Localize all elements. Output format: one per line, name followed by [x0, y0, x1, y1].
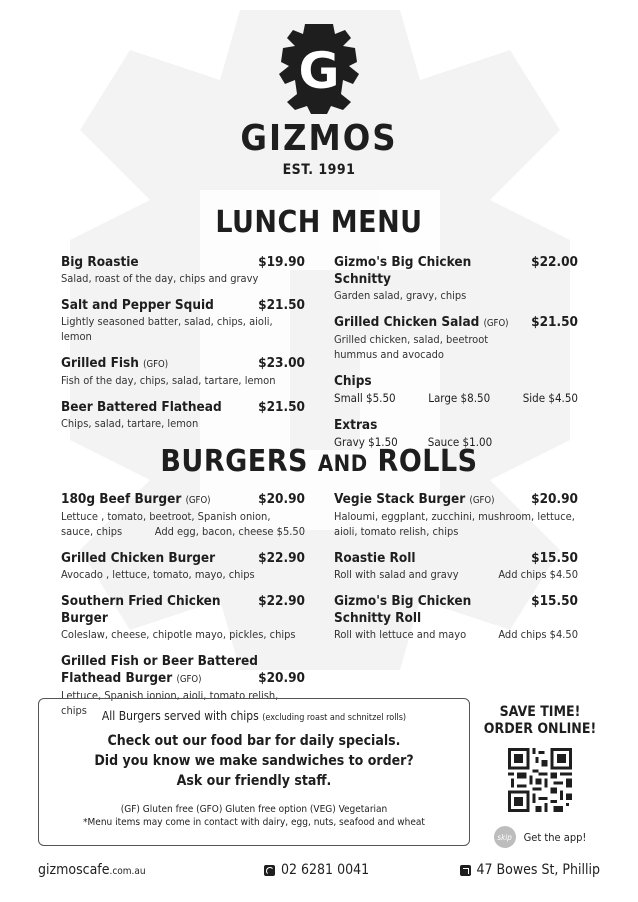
item-name: Vegie Stack Burger [334, 491, 466, 507]
logo-block [0, 22, 638, 178]
item-description: Coleslaw, cheese, chipotle mayo, pickles, chips [61, 628, 296, 641]
item-name: Roastie Roll [334, 550, 416, 566]
item-tag: (GFO) [176, 674, 202, 685]
item-tag: (GFO) [185, 495, 211, 506]
item-tag: (GFO) [469, 495, 495, 506]
menu-item [61, 491, 305, 539]
item-description: Roll with salad and gravy [334, 568, 459, 581]
menu-item [334, 593, 578, 642]
menu-item [61, 550, 305, 582]
menu-item [61, 355, 305, 388]
menu-item [334, 550, 578, 582]
item-name-line1: Grilled Fish or Beer Battered [61, 653, 258, 669]
section-title-burgers: BURGERS AND ROLLS [160, 444, 478, 479]
chips-small: Small $5.50 [334, 391, 396, 405]
menu-item [61, 593, 305, 642]
item-name: Salt and Pepper Squid [61, 297, 214, 313]
section-title-lunch: LUNCH MENU [215, 205, 423, 240]
order-title-2: ORDER ONLINE! [483, 721, 597, 737]
website-link[interactable]: gizmoscafe.com.au [38, 862, 146, 878]
item-name: Gizmo's Big Chicken Schnitty [334, 254, 472, 287]
item-price: $20.90 [258, 491, 305, 507]
item-description: Avocado , lettuce, tomato, mayo, chips [61, 568, 255, 581]
promo-text: Check out our food bar for daily specials. Did you know we make sandwiches to order? Ask our friendly staff. [94, 733, 414, 789]
gizmos-monogram-logo [271, 22, 367, 114]
extras-sauce: Sauce $1.00 [427, 435, 493, 449]
item-extra: Add egg, bacon, cheese $5.50 [154, 525, 305, 538]
qr-code-icon[interactable] [508, 748, 572, 812]
lunch-right-column [334, 254, 578, 461]
dietary-legend: (GF) Gluten free (GFO) Gluten free option (VEG) Vegetarian [120, 804, 388, 815]
menu-item [61, 297, 305, 344]
item-description: Roll with lettuce and mayo [334, 628, 467, 641]
allergen-notice: *Menu items may come in contact with dairy, egg, nuts, seafood and wheat [83, 817, 425, 828]
address: 47 Bowes St, Phillip [460, 862, 601, 878]
extras-gravy: Gravy $1.50 [334, 435, 398, 449]
item-price: $22.90 [258, 593, 305, 609]
footer [38, 862, 600, 882]
item-price: $22.00 [531, 254, 578, 270]
item-price: $21.50 [531, 314, 578, 330]
item-price: $20.90 [531, 491, 578, 507]
app-text: Get the app! [523, 830, 587, 844]
order-online-block [480, 704, 600, 848]
item-price: $21.50 [258, 297, 305, 313]
brand-name: GIZMOS [240, 118, 398, 159]
item-name: Flathead Burger [61, 670, 173, 686]
info-box [38, 698, 470, 846]
item-price: $15.50 [531, 593, 578, 609]
item-extra: Add chips $4.50 [498, 568, 578, 581]
app-download[interactable] [480, 826, 600, 848]
chips-large: Large $8.50 [428, 391, 491, 405]
menu-item [334, 254, 578, 303]
item-tag: (GFO) [143, 359, 169, 370]
item-description: Grilled chicken, salad, beetroot hummus and avocado [334, 333, 489, 361]
phone-icon [264, 865, 275, 876]
item-description: Haloumi, eggplant, zucchini, mushroom, lettuce, aioli, tomato relish, chips [334, 510, 575, 538]
burgers-right-column [334, 491, 578, 653]
item-price: $15.50 [531, 550, 578, 566]
item-description: Salad, roast of the day, chips and gravy [61, 272, 259, 285]
chips-side: Side $4.50 [522, 391, 578, 405]
skip-app-icon: skip [494, 826, 516, 848]
menu-item [61, 399, 305, 431]
menu-item [61, 254, 305, 286]
item-name: Gizmo's Big Chicken Schnitty Roll [334, 593, 472, 626]
menu-item [334, 491, 578, 539]
item-name: Southern Fried Chicken Burger [61, 593, 221, 626]
item-name: Grilled Fish [61, 355, 139, 371]
item-name: Beer Battered Flathead [61, 399, 222, 415]
item-description: Garden salad, gravy, chips [334, 289, 467, 302]
chips-options [334, 373, 578, 406]
item-extra: Add chips $4.50 [498, 628, 578, 641]
lunch-left-column [61, 254, 305, 442]
item-description: Fish of the day, chips, salad, tartare, lemon [61, 374, 276, 387]
location-arrow-icon [460, 865, 471, 876]
extras-title: Extras [334, 417, 378, 433]
burgers-left-column [61, 491, 305, 729]
item-name: Big Roastie [61, 254, 139, 270]
item-description: Lightly seasoned batter, salad, chips, aioli, lemon [61, 315, 273, 343]
item-price: $21.50 [258, 399, 305, 415]
item-price: $22.90 [258, 550, 305, 566]
item-name: Grilled Chicken Burger [61, 550, 216, 566]
menu-item [334, 314, 578, 362]
item-name: Grilled Chicken Salad [334, 314, 480, 330]
item-description: Chips, salad, tartare, lemon [61, 417, 199, 430]
order-title-1: SAVE TIME! [499, 704, 581, 720]
phone-contact[interactable]: 02 6281 0041 [264, 862, 369, 878]
item-description-2: sauce, chips [61, 525, 123, 538]
burger-chips-note: All Burgers served with chips (excluding roast and schnitzel rolls) [101, 709, 407, 723]
logo-letter: G [298, 42, 340, 100]
item-description: Lettuce , tomato, beetroot, Spanish onion, [61, 510, 271, 523]
established-year: EST. 1991 [282, 162, 356, 178]
chips-title: Chips [334, 373, 372, 389]
item-description: Lettuce, Spanish ionion, aioli, tomato relish, chips [61, 689, 279, 717]
item-price: $23.00 [258, 355, 305, 371]
item-name: 180g Beef Burger [61, 491, 182, 507]
item-price: $20.90 [258, 670, 305, 686]
item-price: $19.90 [258, 254, 305, 270]
item-tag: (GFO) [483, 318, 509, 329]
